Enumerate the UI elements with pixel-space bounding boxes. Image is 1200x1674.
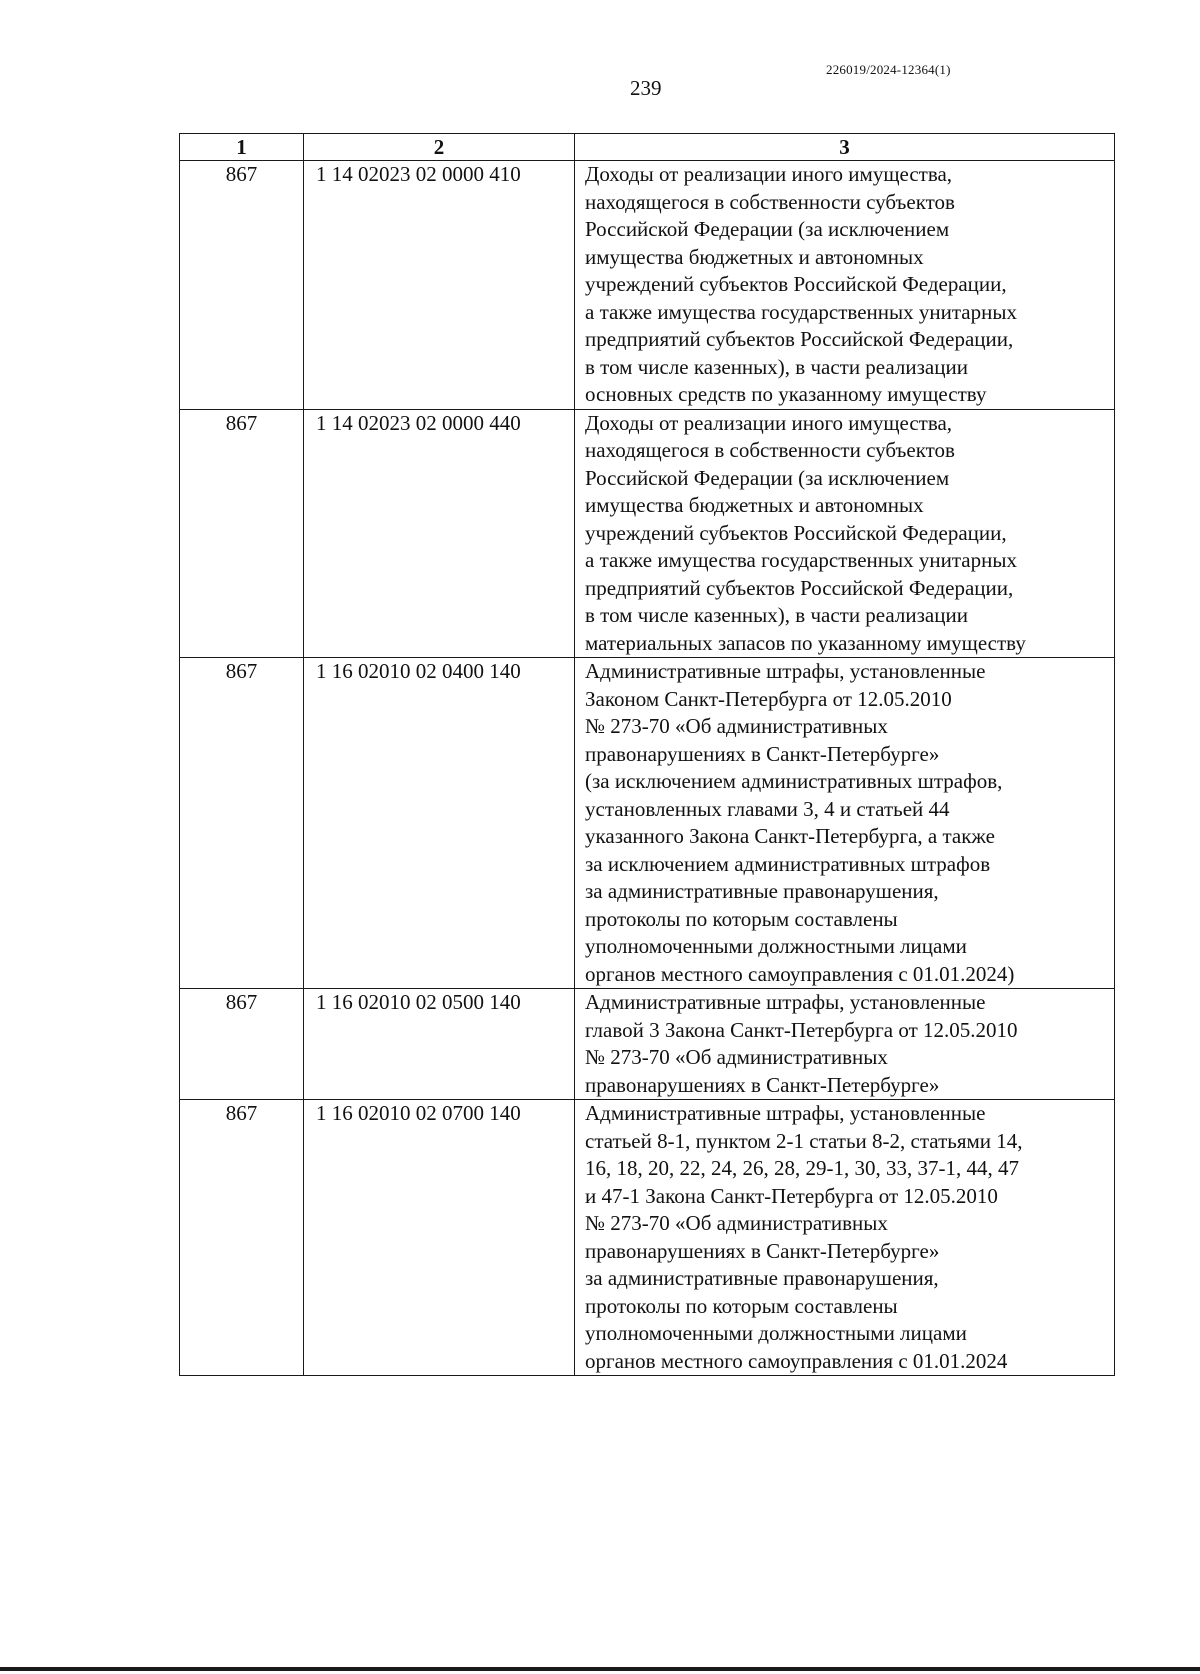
admin-code-cell: 867 [180,161,304,410]
table-row [180,658,1115,989]
description-line: за исключением административных штрафов [585,851,991,876]
table-row [180,989,1115,1100]
description-line: материальных запасов по указанному имуществу [585,630,1026,655]
column-header-3: 3 [575,134,1115,161]
description-line: 16, 18, 20, 22, 24, 26, 28, 29-1, 30, 33, 37-1, 44, 47 [585,1156,1019,1180]
budget-classification-code-cell: 1 16 02010 02 0700 140 [304,1100,575,1376]
description-line: имущества бюджетных и автономных [585,493,924,517]
description-line: Административные штрафы, установленные [585,990,986,1014]
description-line: учреждений субъектов Российской Федерации, [585,520,1007,545]
description-line: в том числе казенных), в части реализации [585,354,968,379]
description-line: и 47-1 Закона Санкт-Петербурга от 12.05.2010 [585,1183,998,1208]
budget-classification-code-cell: 1 16 02010 02 0400 140 [304,658,575,989]
description-line: уполномоченными должностными лицами [585,1321,967,1345]
description-line: (за исключением административных штрафов, [585,769,1003,793]
description-line: в том числе казенных), в части реализации [585,603,968,627]
table-body [180,161,1115,1376]
description-line: учреждений субъектов Российской Федерации, [585,272,1007,296]
admin-code-cell: 867 [180,1100,304,1376]
description-line: указанного Закона Санкт-Петербурга, а также [585,824,995,848]
column-header-2: 2 [304,134,575,161]
revenue-description-cell [575,1100,1115,1376]
description-line: предприятий субъектов Российской Федерации, [585,575,1014,600]
admin-code-cell: 867 [180,989,304,1100]
revenue-description-cell [575,658,1115,989]
description-line: находящегося в собственности субъектов [585,189,955,214]
description-line: за административные правонарушения, [585,1266,939,1290]
description-line: имущества бюджетных и автономных [585,244,924,269]
description-line: уполномоченными должностными лицами [585,934,967,958]
description-line: № 273-70 «Об административных [585,1211,888,1235]
table-row [180,409,1115,658]
description-line: № 273-70 «Об административных [585,714,888,738]
description-line: органов местного самоуправления с 01.01.2024 [585,1348,1008,1373]
description-line: протоколы по которым составлены [585,906,898,931]
description-line: Российской Федерации (за исключением [585,217,950,241]
revenue-description-cell [575,161,1115,410]
admin-code-cell: 867 [180,658,304,989]
description-line: Законом Санкт-Петербурга от 12.05.2010 [585,686,952,711]
table-row [180,161,1115,410]
table-header-row [180,134,1115,161]
page-number: 239 [630,76,662,100]
column-header-1: 1 [180,134,304,161]
description-line: Административные штрафы, установленные [585,1101,986,1125]
description-line: Доходы от реализации иного имущества, [585,162,953,186]
description-line: установленных главами 3, 4 и статьей 44 [585,796,950,821]
description-line: правонарушениях в Санкт-Петербурге» [585,1072,940,1097]
revenue-codes-table [179,133,1115,1376]
revenue-description-cell [575,989,1115,1100]
description-line: а также имущества государственных унитарных [585,548,1017,572]
budget-classification-code-cell: 1 14 02023 02 0000 440 [304,409,575,658]
admin-code-cell: 867 [180,409,304,658]
description-line: предприятий субъектов Российской Федерации, [585,327,1014,351]
budget-classification-code-cell: 1 14 02023 02 0000 410 [304,161,575,410]
description-line: находящегося в собственности субъектов [585,438,955,462]
revenue-description-cell [575,409,1115,658]
description-line: Доходы от реализации иного имущества, [585,410,953,435]
description-line: правонарушениях в Санкт-Петербурге» [585,741,940,766]
description-line: протоколы по которым составлены [585,1293,898,1318]
scan-bottom-border [0,1667,1200,1671]
description-line: основных средств по указанному имуществу [585,382,987,406]
description-line: Административные штрафы, установленные [585,659,986,683]
description-line: органов местного самоуправления с 01.01.2024) [585,961,1015,986]
budget-classification-code-cell: 1 16 02010 02 0500 140 [304,989,575,1100]
description-line: главой 3 Закона Санкт-Петербурга от 12.05.2010 [585,1017,1018,1042]
description-line: Российской Федерации (за исключением [585,465,950,490]
description-line: правонарушениях в Санкт-Петербурге» [585,1238,940,1263]
description-line: а также имущества государственных унитарных [585,299,1017,324]
table-row [180,1100,1115,1376]
description-line: № 273-70 «Об административных [585,1045,888,1069]
document-registration-number: 226019/2024-12364(1) [826,62,951,77]
description-line: за административные правонарушения, [585,879,939,903]
description-line: статьей 8-1, пунктом 2-1 статьи 8-2, статьями 14, [585,1128,1023,1153]
